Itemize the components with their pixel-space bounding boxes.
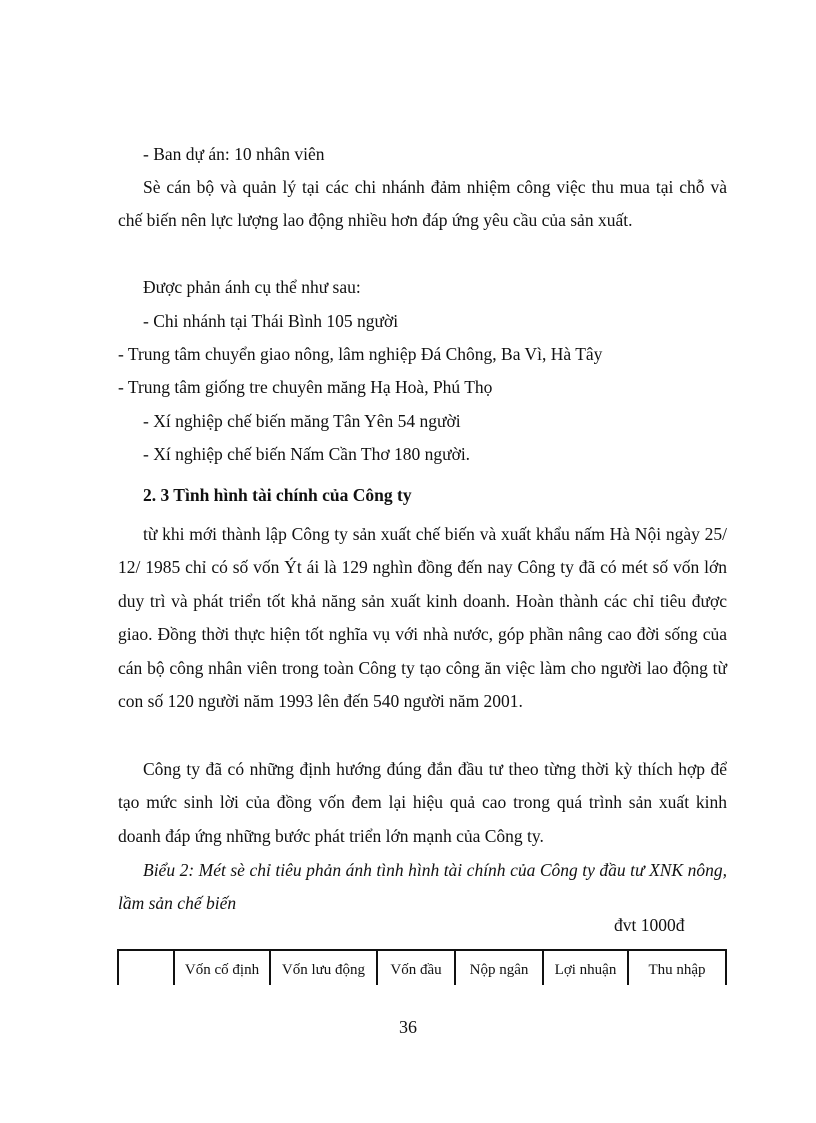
list-item: - Xí nghiệp chế biến măng Tân Yên 54 người — [143, 411, 461, 431]
table-caption: Biểu 2: Mét sè chỉ tiêu phản ánh tình hình tài chính của Công ty đầu tư XNK nông, lầm sản chế biến — [118, 860, 727, 914]
page-number: 36 — [399, 1017, 417, 1037]
list-item: - Xí nghiệp chế biến Nấm Cần Thơ 180 người. — [143, 444, 471, 464]
list-item: - Trung tâm giống tre chuyên măng Hạ Hoà, Phú Thọ — [118, 377, 493, 397]
table-header-cell: Thu nhập — [648, 962, 706, 978]
paragraph-investment: Công ty đã có những định hướng đúng đắn đầu tư theo từng thời kỳ thích hợp để tạo mức sinh lời của đồng vốn đem lại hiệu quả cao trong quá trình sản xuất kinh doanh đáp ứng những bước phát triển lớn mạnh của Công ty. — [118, 759, 727, 846]
paragraph-staffing: Sè cán bộ và quản lý tại các chi nhánh đảm nhiệm công việc thu mua tại chỗ và chế biến nên lực lượng lao động nhiều hơn đáp ứng yêu cầu của sản xuất. — [118, 177, 727, 231]
table-header-cell: Vốn cố định — [184, 962, 260, 978]
list-item: - Chi nhánh tại Thái Bình 105 người — [143, 311, 399, 331]
finance-table — [117, 949, 727, 985]
table-header-cell: Nộp ngân — [469, 962, 529, 978]
table-column-border — [725, 949, 727, 985]
table-header-cell: Lợi nhuận — [554, 962, 617, 978]
unit-label: đvt 1000đ — [614, 915, 685, 935]
table-header-cell: Vốn lưu động — [281, 962, 366, 978]
list-item: - Trung tâm chuyển giao nông, lâm nghiệp Đá Chông, Ba Vì, Hà Tây — [118, 344, 603, 364]
line-reflected-as-follows: Được phản ánh cụ thể như sau: — [143, 277, 361, 297]
table-column-border — [117, 949, 119, 985]
section-heading: 2. 3 Tình hình tài chính của Công ty — [143, 485, 412, 505]
table-top-border — [117, 949, 727, 951]
paragraph-finance: từ khi mới thành lập Công ty sản xuất chế biến và xuất khẩu nấm Hà Nội ngày 25/ 12/ 1985 chỉ có số vốn Ýt ái là 129 nghìn đồng đến nay Công ty đã có mét số vốn lớn duy trì và phát triển tốt khả năng sản xuất kinh doanh. Hoàn thành các chỉ tiêu được giao. Đồng thời thực hiện tốt nghĩa vụ với nhà nước, góp phần nâng cao đời sống của cán bộ công nhân viên trong toàn Công ty tạo công ăn việc làm cho người lao động từ con số 120 người năm 1993 lên đến 540 người năm 2001. — [118, 524, 727, 712]
table-header-cell: Vốn đầu — [390, 962, 442, 978]
line-ban-du-an: - Ban dự án: 10 nhân viên — [143, 144, 325, 164]
